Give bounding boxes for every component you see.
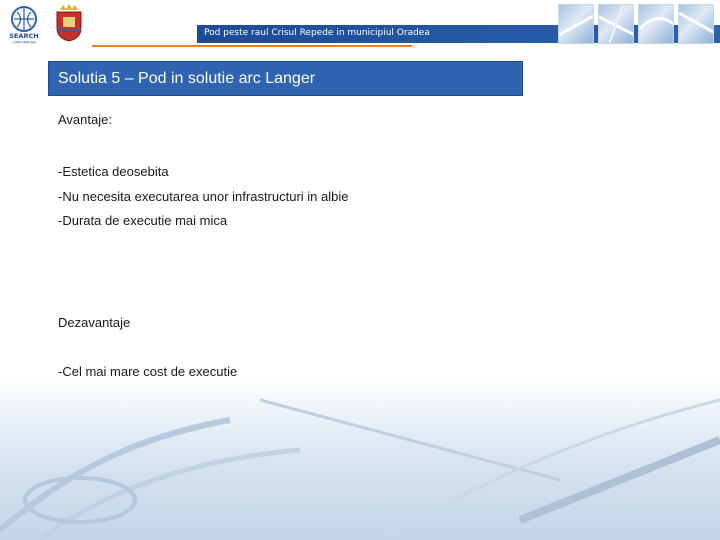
advantage-item: -Estetica deosebita [58, 164, 169, 179]
slide-title-box [48, 61, 523, 96]
advantage-item: -Durata de executie mai mica [58, 213, 228, 228]
aerial-photo-thumbnail [638, 4, 674, 44]
presentation-title: Pod peste raul Crisul Repede in municipiul Oradea [204, 28, 430, 38]
background-aerial-photo [0, 380, 720, 540]
oradea-crest-logo [54, 4, 84, 42]
aerial-photo-thumbnail [598, 4, 634, 44]
advantage-item: -Nu necesita executarea unor infrastructuri in albie [58, 189, 349, 204]
aerial-photo-thumbnail [558, 4, 594, 44]
advantages-heading: Avantaje: [58, 112, 112, 127]
disadvantage-item: -Cel mai mare cost de executie [58, 364, 238, 379]
logo-text: SEARCH [9, 32, 39, 40]
slide-title: Solutia 5 – Pod in solutie arc Langer [58, 70, 316, 87]
header-accent-line [92, 45, 412, 47]
disadvantages-heading: Dezavantaje [58, 315, 131, 330]
logo-subtext: CORPORATION [12, 40, 36, 44]
search-corporation-logo [4, 4, 44, 44]
aerial-photo-thumbnail [678, 4, 714, 44]
